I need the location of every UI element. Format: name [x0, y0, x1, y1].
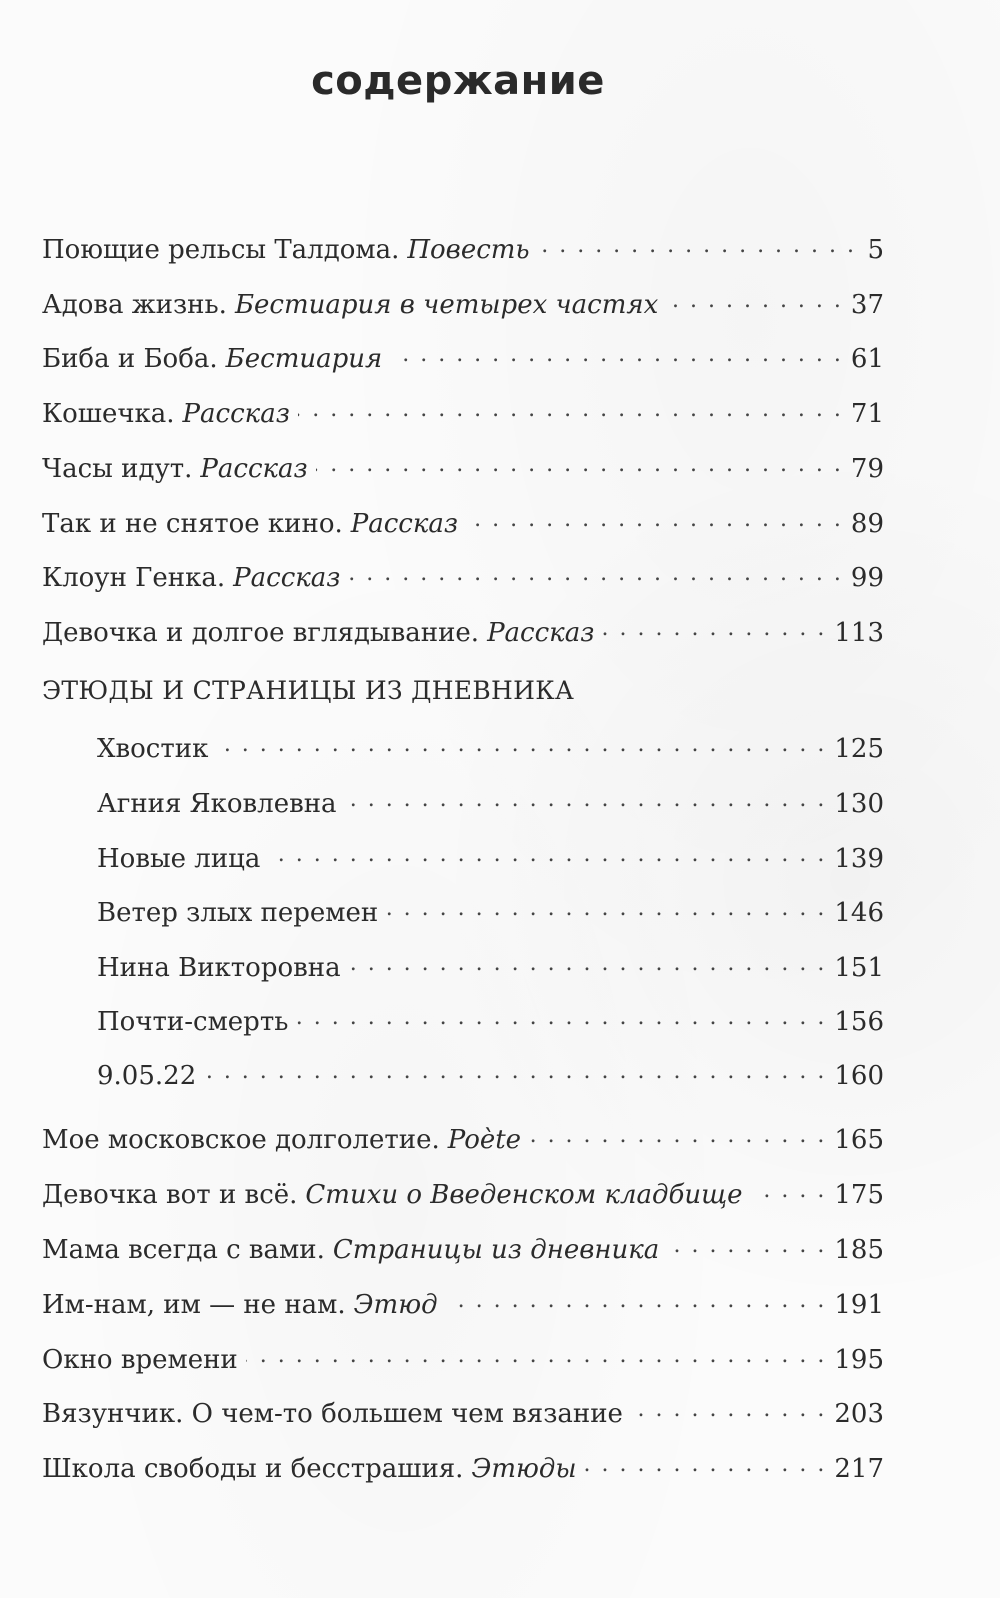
toc-entry[interactable] — [42, 615, 884, 651]
entry-title: Биба и Боба. — [42, 344, 218, 374]
entry-title: 9.05.22 — [97, 1061, 197, 1091]
entry-title: Поющие рельсы Талдома. — [42, 235, 400, 265]
page-number: 89 — [850, 509, 884, 539]
toc-subentry[interactable] — [97, 950, 884, 986]
entry-genre: Стихи о Введенском кладбище — [305, 1180, 743, 1210]
page-number: 125 — [834, 734, 884, 764]
page-number: 151 — [834, 953, 884, 983]
dot-leader — [631, 1396, 826, 1422]
toc-entry[interactable] — [42, 1287, 884, 1323]
entry-title: Ветер злых перемен — [97, 898, 379, 928]
page-number: 165 — [834, 1125, 884, 1155]
dot-leader — [538, 232, 856, 258]
dot-leader — [751, 1177, 827, 1203]
entry-genre: Бестиария в четырех частях — [234, 290, 659, 320]
entry-title: Адова жизнь. — [42, 290, 227, 320]
toc-subentry[interactable] — [97, 841, 884, 877]
entry-title: Кошечка. — [42, 399, 175, 429]
entry-title: Окно времени — [42, 1345, 238, 1375]
entry-title: Агния Яковлевна — [97, 789, 337, 819]
entry-title: Вязунчик. О чем-то большем чем вязание — [42, 1399, 623, 1429]
entry-genre: Бестиария — [225, 344, 383, 374]
dot-leader — [466, 506, 843, 532]
dot-leader — [345, 786, 827, 812]
dot-leader — [348, 560, 842, 586]
dot-leader — [216, 731, 826, 757]
page-number: 61 — [850, 344, 884, 374]
entry-genre: Рассказ — [233, 563, 341, 593]
page-number: 195 — [834, 1345, 884, 1375]
entry-title: Нина Викторовна — [97, 953, 341, 983]
toc-entry[interactable] — [42, 232, 884, 268]
toc-subentry[interactable] — [97, 731, 884, 767]
entry-title: Девочка вот и всё. — [42, 1180, 298, 1210]
entry-title: Мама всегда с вами. — [42, 1235, 325, 1265]
dot-leader — [446, 1287, 827, 1313]
dot-leader — [204, 1058, 826, 1084]
page-number: 5 — [867, 235, 884, 265]
entry-genre: Страницы из дневника — [332, 1235, 660, 1265]
dot-leader — [268, 841, 826, 867]
entry-genre: Повесть — [407, 235, 530, 265]
page-number: 99 — [850, 563, 884, 593]
entry-genre: Этюд — [353, 1290, 438, 1320]
dot-leader — [529, 1122, 826, 1148]
page-number: 146 — [834, 898, 884, 928]
dot-leader — [667, 1232, 826, 1258]
toc-entry[interactable] — [42, 396, 884, 432]
toc-entry[interactable] — [42, 1451, 884, 1487]
toc-entry[interactable] — [42, 341, 884, 377]
page-number: 113 — [834, 618, 884, 648]
entry-genre: Этюды — [471, 1454, 577, 1484]
dot-leader — [666, 287, 843, 313]
entry-genre: Poète — [447, 1125, 522, 1155]
entry-genre: Рассказ — [487, 618, 595, 648]
toc-subentry[interactable] — [97, 1004, 884, 1040]
page-number: 71 — [850, 399, 884, 429]
page-number: 185 — [834, 1235, 884, 1265]
entry-title: Почти-смерть — [97, 1007, 289, 1037]
toc-entry[interactable] — [42, 1177, 884, 1213]
page-number: 130 — [834, 789, 884, 819]
entry-title: Школа свободы и бесстрашия. — [42, 1454, 464, 1484]
entry-title: Часы идут. — [42, 454, 193, 484]
page-number: 139 — [834, 844, 884, 874]
page-number: 156 — [834, 1007, 884, 1037]
toc-entry[interactable] — [42, 287, 884, 323]
dot-leader — [602, 615, 826, 641]
entry-genre: Рассказ — [200, 454, 308, 484]
toc-subentry[interactable] — [97, 786, 884, 822]
toc-entry[interactable] — [42, 451, 884, 487]
dot-leader — [349, 950, 827, 976]
toc-subentry[interactable] — [97, 895, 884, 931]
page-number: 79 — [850, 454, 884, 484]
entry-title: Новые лица — [97, 844, 261, 874]
entry-genre: Рассказ — [350, 509, 459, 539]
page-number: 203 — [834, 1399, 884, 1429]
dot-leader — [298, 396, 843, 422]
dot-leader — [386, 895, 826, 921]
entry-title: Клоун Генка. — [42, 563, 226, 593]
dot-leader — [390, 341, 843, 367]
page-number: 37 — [850, 290, 884, 320]
dot-leader — [316, 451, 843, 477]
entry-title: Хвостик — [97, 734, 209, 764]
page-number: 191 — [834, 1290, 884, 1320]
toc-entry[interactable] — [42, 506, 884, 542]
page-number: 175 — [834, 1180, 884, 1210]
section-heading: ЭТЮДЫ И СТРАНИЦЫ ИЗ ДНЕВНИКА — [42, 676, 575, 705]
toc-entry[interactable] — [42, 1396, 884, 1432]
dot-leader — [246, 1342, 827, 1368]
toc-entry[interactable] — [42, 560, 884, 596]
entry-title: Им-нам, им — не нам. — [42, 1290, 346, 1320]
dot-leader — [296, 1004, 826, 1030]
entry-title: Мое московское долголетие. — [42, 1125, 440, 1155]
toc-entry[interactable] — [42, 1122, 884, 1158]
entry-title: Девочка и долгое вглядывание. — [42, 618, 480, 648]
entry-genre: Рассказ — [182, 399, 290, 429]
page-number: 160 — [834, 1061, 884, 1091]
entry-title: Так и не снятое кино. — [42, 509, 343, 539]
page-number: 217 — [834, 1454, 884, 1484]
dot-leader — [585, 1451, 827, 1477]
toc-entry[interactable] — [42, 1232, 884, 1268]
toc-subentry[interactable] — [97, 1058, 884, 1094]
toc-entry[interactable] — [42, 1342, 884, 1378]
page-title: содержание — [311, 58, 605, 104]
